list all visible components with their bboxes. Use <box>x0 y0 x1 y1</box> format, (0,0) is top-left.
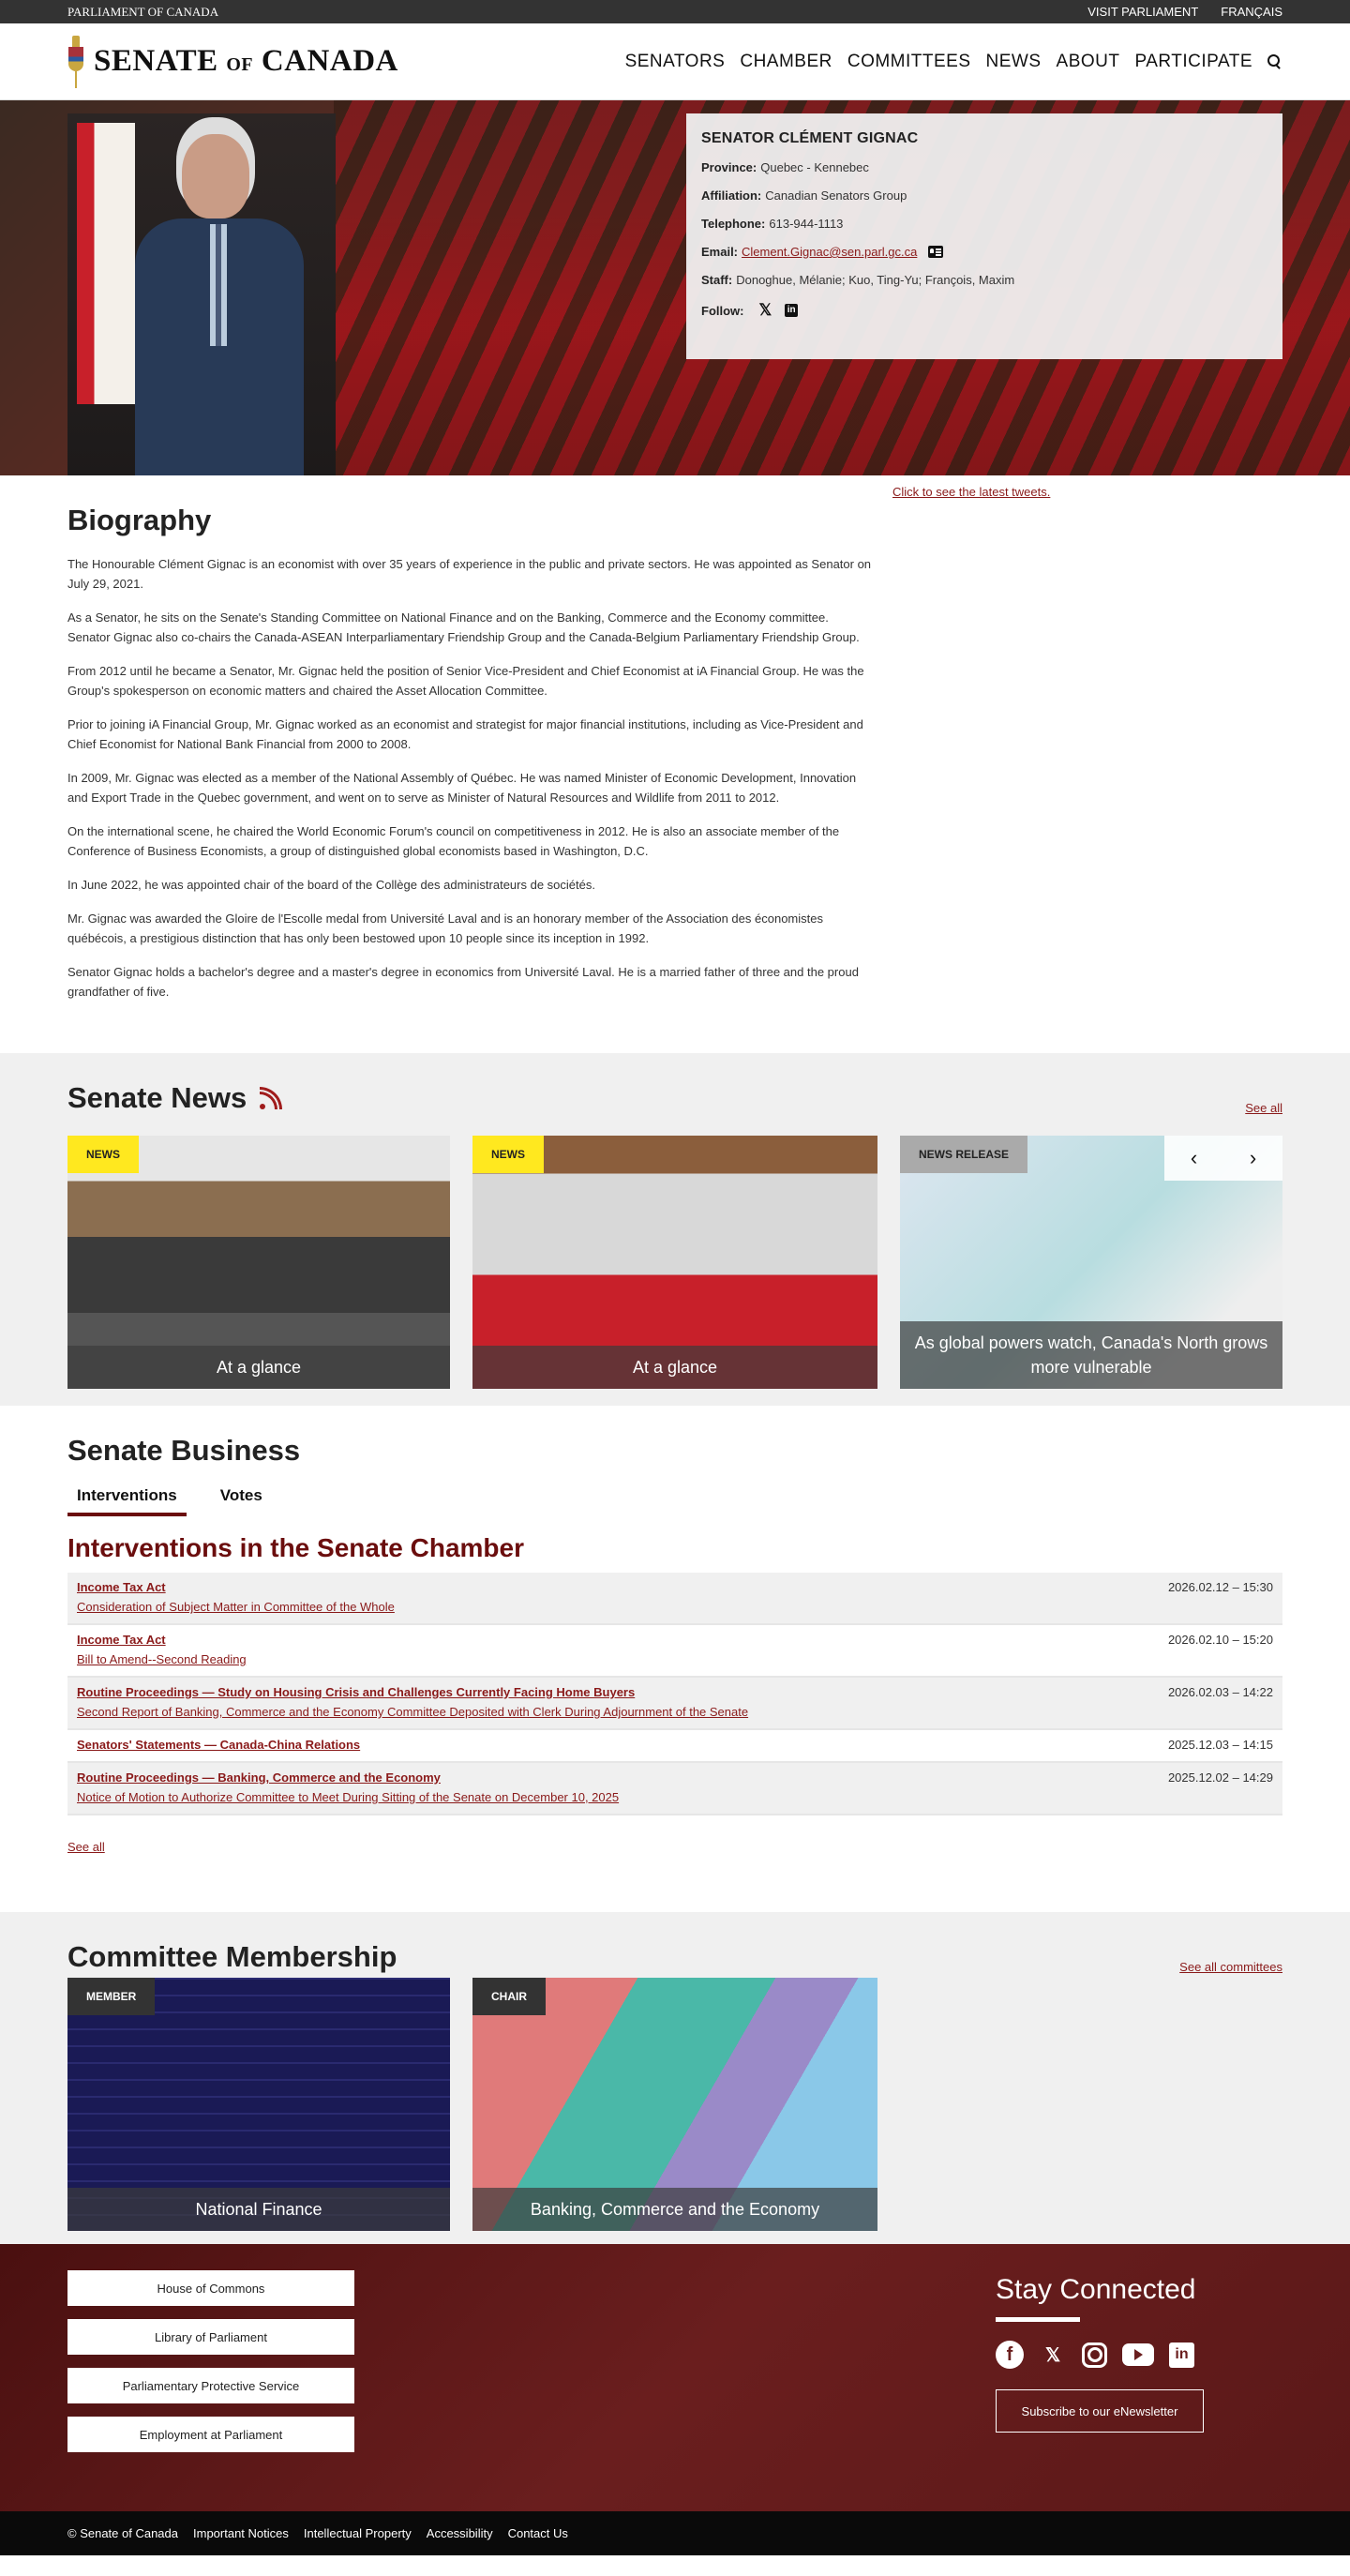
facebook-icon[interactable]: f <box>996 2341 1024 2369</box>
nav-news[interactable]: NEWS <box>985 51 1042 71</box>
youtube-icon[interactable] <box>1122 2343 1154 2366</box>
news-see-all-link[interactable]: See all <box>1245 1101 1282 1115</box>
intervention-row <box>68 1730 1282 1763</box>
linkedin-icon[interactable]: in <box>1169 2343 1194 2368</box>
x-twitter-icon[interactable]: 𝕏 <box>1044 2344 1061 2366</box>
contact-us-link[interactable]: Contact Us <box>507 2526 568 2540</box>
nav-participate[interactable]: PARTICIPATE <box>1134 51 1252 71</box>
intervention-detail-link[interactable]: Consideration of Subject Matter in Committee of the Whole <box>77 1600 395 1614</box>
vcard-icon[interactable] <box>928 246 943 258</box>
nav-about[interactable]: ABOUT <box>1056 51 1120 71</box>
title-underline <box>996 2317 1080 2322</box>
intervention-date: 2026.02.03 – 14:22 <box>1167 1685 1273 1699</box>
follow-label: Follow: <box>701 303 744 318</box>
subscribe-newsletter-button[interactable]: Subscribe to our eNewsletter <box>996 2389 1204 2433</box>
province-label: Province: <box>701 160 758 174</box>
committee-name: Banking, Commerce and the Economy <box>472 2188 878 2231</box>
interventions-see-all-link[interactable]: See all <box>68 1840 105 1854</box>
staff-value: Donoghue, Mélanie; Kuo, Ting-Yu; François, Maxim <box>736 273 1015 287</box>
intervention-row <box>68 1763 1282 1815</box>
visit-parliament-link[interactable]: VISIT PARLIAMENT <box>1088 5 1199 19</box>
main-nav <box>625 52 1282 72</box>
bio-paragraph: As a Senator, he sits on the Senate's Standing Committee on National Finance and on the Banking, Commerce and the Economy committee. Senator Gignac also co-chairs the Canada-ASEAN Interparliamentary Friendship Group and the Canada-Belgium Parliamentary Friendship Group. <box>68 610 860 644</box>
senator-info-box <box>686 113 1282 359</box>
bio-paragraph: The Honourable Clément Gignac is an economist with over 35 years of experience in the public and private sectors. He was appointed as Senator on July 29, 2021. <box>68 557 872 591</box>
affiliation-label: Affiliation: <box>701 188 762 203</box>
bio-paragraph: In 2009, Mr. Gignac was elected as a member of the National Assembly of Québec. He was named Minister of Economic Development, Innovation and Export Trade in the Quebec government, and went on to serve as Minister of Natural Resources and Wildlife from 2011 to 2012. <box>68 771 857 805</box>
intervention-row <box>68 1678 1282 1730</box>
committees-title: Committee Membership <box>68 1940 398 1973</box>
email-label: Email: <box>701 245 739 259</box>
language-toggle-link[interactable]: FRANÇAIS <box>1221 5 1282 19</box>
intervention-title-link[interactable]: Senators' Statements — Canada-China Relations <box>77 1738 361 1752</box>
intervention-date: 2025.12.02 – 14:29 <box>1167 1770 1273 1785</box>
senate-news-section <box>0 1053 1350 1406</box>
intervention-detail-link[interactable]: Bill to Amend--Second Reading <box>77 1652 247 1666</box>
employment-at-parliament-button[interactable]: Employment at Parliament <box>68 2417 354 2452</box>
nav-senators[interactable]: SENATORS <box>624 51 726 71</box>
bio-paragraph: From 2012 until he became a Senator, Mr. Gignac held the position of Senior Vice-President and Chief Economist at iA Financial Group. He was the Group's spokesperson on economic matters and chaired the Asset Allocation Committee. <box>68 664 864 698</box>
business-tabs <box>68 1486 1282 1516</box>
intervention-row <box>68 1573 1282 1625</box>
bio-paragraph: Senator Gignac holds a bachelor's degree and a master's degree in economics from Université Laval. He is a married father of three and the proud grandfather of five. <box>68 965 859 999</box>
bio-paragraph: In June 2022, he was appointed chair of the board of the Collège des administrateurs de sociétés. <box>68 878 595 892</box>
bio-paragraph: On the international scene, he chaired the World Economic Forum's council on competitiveness in 2012. He is also an associate member of the Conference of Business Economists, a group of distinguished global economists based in Washington, D.C. <box>68 824 840 858</box>
see-all-committees-link[interactable]: See all committees <box>1179 1960 1282 1974</box>
footer-bottom-bar <box>0 2511 1350 2555</box>
news-card[interactable] <box>900 1136 1282 1389</box>
intervention-date: 2026.02.12 – 15:30 <box>1167 1580 1273 1594</box>
committee-membership-section <box>0 1912 1350 2244</box>
affiliation-value: Canadian Senators Group <box>765 188 908 203</box>
logo-text: SENATE OF CANADA <box>94 44 398 78</box>
news-badge: NEWS RELEASE <box>900 1136 1028 1173</box>
intervention-detail-link[interactable]: Second Report of Banking, Commerce and the Economy Committee Deposited with Clerk During Adjournment of the Senate <box>77 1705 749 1719</box>
intervention-title-link[interactable]: Income Tax Act <box>77 1580 166 1594</box>
nav-committees[interactable]: COMMITTEES <box>847 51 971 71</box>
news-caption: As global powers watch, Canada's North grows more vulnerable <box>900 1321 1282 1389</box>
news-caption: At a glance <box>472 1346 878 1389</box>
tab-votes[interactable]: Votes <box>219 1486 262 1504</box>
province-value: Quebec - Kennebec <box>760 160 869 174</box>
committee-card[interactable] <box>68 1978 450 2231</box>
carousel-next-icon[interactable]: › <box>1249 1146 1257 1169</box>
biography-section <box>68 475 874 1053</box>
site-header <box>0 23 1350 100</box>
committee-role-badge: MEMBER <box>68 1978 155 2015</box>
site-footer <box>0 2244 1350 2511</box>
interventions-list <box>68 1573 1282 1815</box>
senate-business-section <box>0 1406 1350 1912</box>
business-title: Senate Business <box>68 1434 301 1467</box>
nav-chamber[interactable]: CHAMBER <box>740 51 832 71</box>
email-link[interactable]: Clement.Gignac@sen.parl.gc.ca <box>742 245 918 259</box>
tab-interventions[interactable]: Interventions <box>68 1486 187 1516</box>
linkedin-icon[interactable]: in <box>785 304 798 317</box>
intervention-date: 2025.12.03 – 14:15 <box>1167 1738 1273 1752</box>
news-badge: NEWS <box>472 1136 544 1173</box>
news-badge: NEWS <box>68 1136 139 1173</box>
carousel-prev-icon[interactable]: ‹ <box>1190 1146 1198 1169</box>
senator-portrait <box>68 113 336 475</box>
bio-paragraph: Mr. Gignac was awarded the Gloire de l'Escolle medal from Université Laval and is an honorary member of the Association des économistes québécois, a prestigious distinction that has only been bestowed upon 10 people since its inception in 1992. <box>68 911 823 945</box>
x-twitter-icon[interactable]: 𝕏 <box>758 301 772 319</box>
library-of-parliament-button[interactable]: Library of Parliament <box>68 2319 354 2355</box>
carousel-controls <box>1164 1136 1282 1181</box>
intervention-row <box>68 1625 1282 1678</box>
biography-title: Biography <box>68 504 212 536</box>
accessibility-link[interactable]: Accessibility <box>426 2526 493 2540</box>
interventions-heading: Interventions in the Senate Chamber <box>68 1533 524 1562</box>
search-icon[interactable] <box>1268 54 1282 69</box>
intervention-title-link[interactable]: Income Tax Act <box>77 1633 166 1647</box>
intervention-title-link[interactable]: Routine Proceedings — Banking, Commerce and the Economy <box>77 1770 441 1785</box>
news-card[interactable] <box>472 1136 878 1389</box>
intellectual-property-link[interactable]: Intellectual Property <box>303 2526 412 2540</box>
copyright: © Senate of Canada <box>68 2526 178 2540</box>
committee-name: National Finance <box>68 2188 450 2231</box>
senator-name: SENATOR CLÉMENT GIGNAC <box>701 130 919 146</box>
committee-card[interactable] <box>472 1978 878 2231</box>
news-card[interactable] <box>68 1136 450 1389</box>
bio-paragraph: Prior to joining iA Financial Group, Mr. Gignac worked as an economist and strategist for major financial institutions, including as Vice-President and Chief Economist for National Bank Financial from 2000 to 2008. <box>68 717 863 751</box>
intervention-date: 2026.02.10 – 15:20 <box>1167 1633 1273 1647</box>
telephone-value: 613-944-1113 <box>769 217 844 231</box>
important-notices-link[interactable]: Important Notices <box>193 2526 289 2540</box>
intervention-title-link[interactable]: Routine Proceedings — Study on Housing Crisis and Challenges Currently Facing Home Buyers <box>77 1685 636 1699</box>
mace-emblem-icon <box>68 36 84 88</box>
senate-logo[interactable] <box>68 36 398 88</box>
latest-tweets-link[interactable]: Click to see the latest tweets. <box>892 485 1051 499</box>
telephone-label: Telephone: <box>701 217 766 231</box>
parliamentary-protective-service-button[interactable]: Parliamentary Protective Service <box>68 2368 354 2403</box>
instagram-icon[interactable] <box>1082 2343 1107 2368</box>
stay-connected-title: Stay Connected <box>996 2274 1196 2305</box>
stay-connected <box>996 2270 1282 2485</box>
house-of-commons-button[interactable]: House of Commons <box>68 2270 354 2306</box>
news-caption: At a glance <box>68 1346 450 1389</box>
rss-feed-icon[interactable] <box>260 1087 282 1109</box>
staff-label: Staff: <box>701 273 733 287</box>
committee-role-badge: CHAIR <box>472 1978 546 2015</box>
senator-hero <box>0 100 1350 475</box>
intervention-detail-link[interactable]: Notice of Motion to Authorize Committee to Meet During Sitting of the Senate on December 10, 2025 <box>77 1790 620 1804</box>
news-title: Senate News <box>68 1081 248 1114</box>
parliament-topbar <box>0 0 1350 23</box>
parliament-link[interactable]: PARLIAMENT OF CANADA <box>68 4 219 19</box>
